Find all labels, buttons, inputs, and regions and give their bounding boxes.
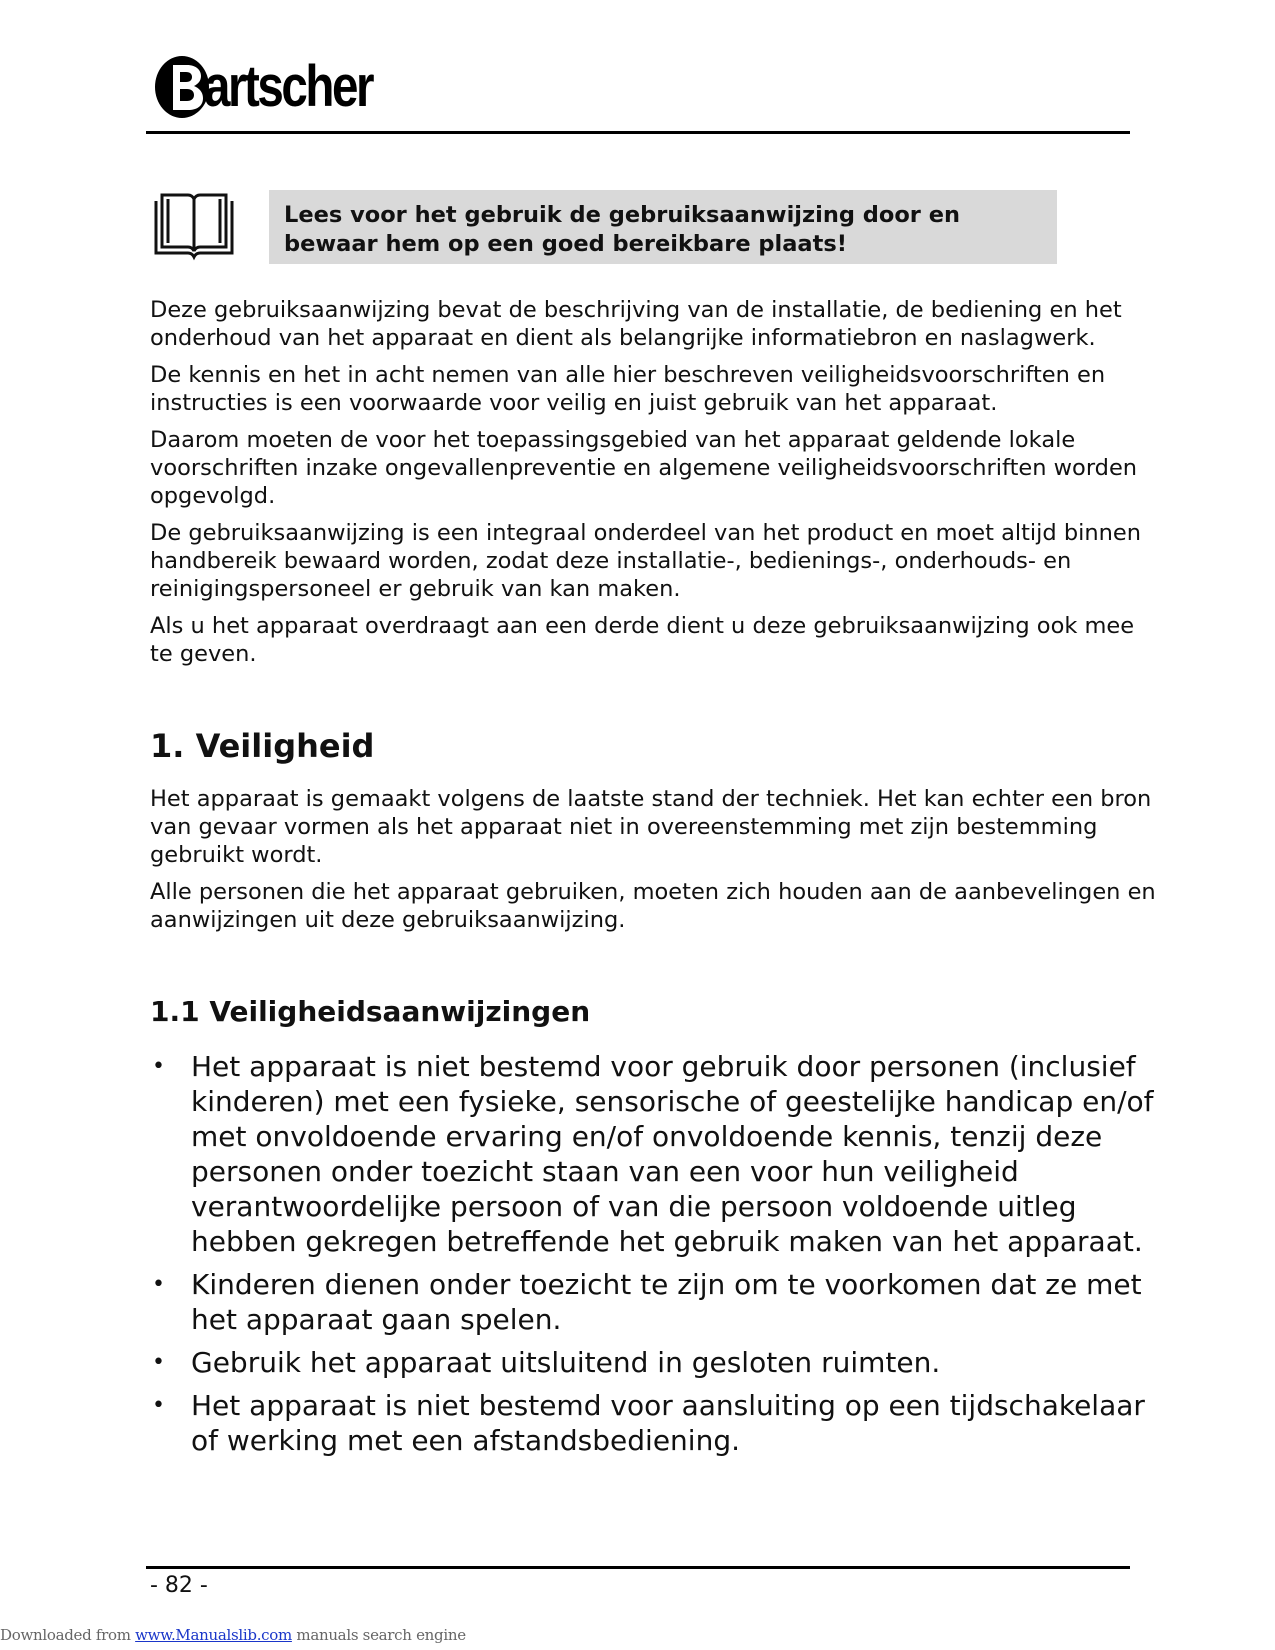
text-line: met onvoldoende ervaring en/of onvoldoende kennis, tenzij deze (191, 1120, 1103, 1153)
intro-paragraph (150, 612, 1150, 668)
section1-text (150, 785, 1156, 943)
intro-paragraph (150, 296, 1150, 352)
text-line: van gevaar vormen als het apparaat niet in overeenstemming met zijn bestemming (150, 814, 1098, 840)
bullet-icon: • (152, 1272, 165, 1297)
text-line: te geven. (150, 641, 257, 667)
text-line: hebben gekregen betreffende het gebruik maken van het apparaat. (191, 1225, 1143, 1258)
text-line: onderhoud van het apparaat en dient als belangrijke informatiebron en naslagwerk. (150, 325, 1096, 351)
text-line: Gebruik het apparaat uitsluitend in gesloten ruimten. (191, 1346, 941, 1379)
intro-paragraph (150, 361, 1150, 417)
section-paragraph (150, 785, 1150, 869)
logo-wordmark: artscher (204, 54, 373, 119)
text-line: opgevolgd. (150, 483, 276, 509)
footer-rule (146, 1566, 1130, 1569)
notice-line: Lees voor het gebruik de gebruiksaanwijzing door en (284, 202, 960, 228)
download-footer (0, 1626, 466, 1644)
bartscher-logo-icon (152, 52, 212, 122)
book-icon (150, 189, 238, 261)
text-line: reinigingspersoneel er gebruik van kan maken. (150, 576, 681, 602)
text-line: De kennis en het in acht nemen van alle hier beschreven veiligheidsvoorschriften en (150, 362, 1106, 388)
text-line: het apparaat gaan spelen. (191, 1303, 562, 1336)
notice-line: bewaar hem op een goed bereikbare plaats! (284, 231, 848, 257)
text-line: Het apparaat is gemaakt volgens de laatste stand der techniek. Het kan echter een bron (150, 786, 1152, 812)
list-item (150, 1267, 1150, 1337)
footer-suffix: manuals search engine (291, 1626, 466, 1644)
text-line: Alle personen die het apparaat gebruiken, moeten zich houden aan de aanbevelingen en (150, 879, 1156, 905)
text-line: of werking met een afstandsbediening. (191, 1424, 740, 1457)
notice-box (269, 190, 1057, 264)
list-item (150, 1049, 1154, 1259)
text-line: Deze gebruiksaanwijzing bevat de beschrijving van de installatie, de bediening en het (150, 297, 1122, 323)
safety-bullet-list (150, 1049, 1154, 1466)
text-line: Kinderen dienen onder toezicht te zijn om te voorkomen dat ze met (191, 1268, 1142, 1301)
text-line: aanwijzingen uit deze gebruiksaanwijzing. (150, 907, 626, 933)
text-line: voorschriften inzake ongevallenpreventie en algemene veiligheidsvoorschriften worden (150, 455, 1138, 481)
text-line: De gebruiksaanwijzing is een integraal onderdeel van het product en moet altijd binnen (150, 520, 1142, 546)
text-line: handbereik bewaard worden, zodat deze installatie-, bedienings-, onderhouds- en (150, 548, 1072, 574)
manualslib-link[interactable]: www.Manualslib.com (135, 1626, 292, 1644)
text-line: Daarom moeten de voor het toepassingsgebied van het apparaat geldende lokale (150, 427, 1076, 453)
bullet-icon: • (152, 1393, 165, 1418)
list-item (150, 1345, 1150, 1380)
section-heading: 1. Veiligheid (150, 727, 375, 765)
intro-paragraph (150, 426, 1150, 510)
text-line: Het apparaat is niet bestemd voor gebruik door personen (inclusief (191, 1050, 1136, 1083)
header-rule (146, 131, 1130, 134)
text-line: personen onder toezicht staan van een voor hun veiligheid (191, 1155, 1019, 1188)
footer-prefix: Downloaded from (0, 1626, 136, 1644)
section-paragraph (150, 878, 1156, 934)
text-line: kinderen) met een fysieke, sensorische of geestelijke handicap en/of (191, 1085, 1154, 1118)
text-line: Het apparaat is niet bestemd voor aansluiting op een tijdschakelaar (191, 1389, 1145, 1422)
bullet-icon: • (152, 1054, 165, 1079)
bullet-icon: • (152, 1350, 165, 1375)
text-line: verantwoordelijke persoon of van die persoon voldoende uitleg (191, 1190, 1077, 1223)
intro-text (150, 296, 1150, 677)
intro-paragraph (150, 519, 1150, 603)
list-item (150, 1388, 1150, 1458)
text-line: instructies is een voorwaarde voor veilig en juist gebruik van het apparaat. (150, 390, 998, 416)
text-line: gebruikt wordt. (150, 842, 323, 868)
brand-logo (152, 52, 409, 122)
page-number: - 82 - (150, 1573, 208, 1598)
text-line: Als u het apparaat overdraagt aan een derde dient u deze gebruiksaanwijzing ook mee (150, 613, 1135, 639)
subsection-heading: 1.1 Veiligheidsaanwijzingen (150, 995, 591, 1028)
